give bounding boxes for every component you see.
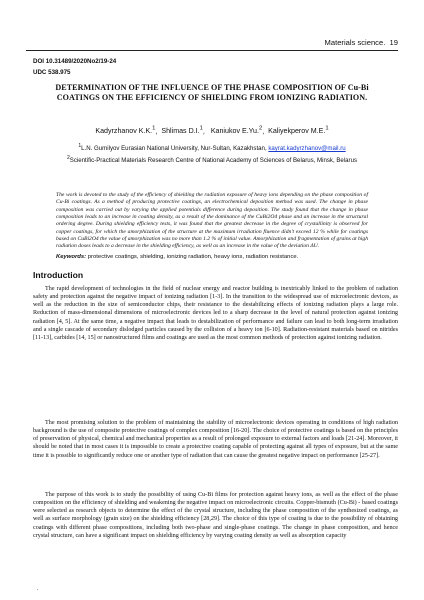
email-link[interactable]: kayrat.kadyrzhanov@mail.ru	[268, 145, 346, 153]
author: Kaniukov E.Yu.$^2$	[210, 126, 263, 136]
running-header	[26, 38, 398, 50]
abstract: The work is devoted to the study of the efficiency of shielding the radiation exposure of heavy ions depending on the phase composition of Cu-Bi coatings. As a method of producing protective coatings, an electrochemical deposition method was used. The change in phase composition was carried out by varying the applied potentials difference during deposition. The study found that the change in phase composition leads to an increase in coating density, as a result of the dominance of the CuBi2O4 phase and an increase in the structural ordering degree. During shielding efficiency tests, it was found that the greatest decrease in the degree of crystallinity is observed for copper coatings, for which the amorphization of the structure at the maximum irradiation fluence didn't exceed 12 % while for coatings based on CuBi2O4 the value of amorphization was no more than 1.2 % of initial value. Amorphization and fragmentation of grains at high radiation doses leads to a decrease in the shielding efficiency, as well as an increase in the value of the deviation ΔU.	[56, 192, 368, 250]
affiliation-2: $^2$Scientific-Practical Materials Research Centre of National Academy of Sciences of Belarus, Minsk, Belarus	[66, 154, 358, 164]
identifiers	[33, 57, 116, 78]
footer-mark: .	[37, 586, 39, 592]
keywords-text: protective coatings, shielding, ionizing radiation, heavy ions, radiation resistance.	[87, 254, 299, 260]
paper-title: DETERMINATION OF THE INFLUENCE OF THE PHASE COMPOSITION OF Cu-Bi COATINGS ON THE EFFICIENCY OF SHIELDING FROM IONIZING RADIATION.	[55, 83, 369, 103]
journal-title: Materials science.	[324, 38, 386, 47]
doi: DOI 10.31489/2020No2/19-24	[33, 58, 117, 65]
body-paragraph: The rapid development of technologies in the field of nuclear energy and reactor building is inextricably linked to the problem of radiation safety and protection against the negative impact of ionizing radiation [1-3]. In the transition to the widespread use of microelectronic devices, as well as the reduction in the size of semiconductor chips, their resistance to the destabilizing effects of ionizing radiation plays a large role. Reduction of mass-dimensional dimensions of microelectronic devices led to a sharp decrease in the level of natural protection against ionizing radiation [4, 5]. At the same time, a negative impact that leads to destabilization of performance and failure can lead to both long-term irradiation and a single cascade of secondary dislodged particles caused by the collision of a heavy ion [6-10]. Radiation-resistant materials based on nitrides [11-13], carbides [14, 15] or nanostructured films and coatings are used as the most common methods of protection against ionizing radiation.	[33, 286, 398, 341]
udc: UDC 538.975	[33, 68, 71, 76]
page-number: 19	[389, 38, 398, 47]
header-rule	[26, 50, 398, 51]
body-paragraph: The purpose of this work is to study the possibility of using Cu-Bi films for protection against heavy ions, as well as the effect of the phase composition on the efficiency of shielding and weakening the negative impact on microelectronic circuits. Copper-bismuth (Cu-Bi) - based coatings were selected as research objects to determine the effect of the crystal structure, including the phase composition of the synthesized coatings, as well as surface morphology (grain size) on the shielding efficiency [28,29]. The choice of this type of coating is due to the possibility of obtaining coatings with different phase compositions, including both two-phase and single-phase coatings. The change in phase composition, and hence crystal structure, can have a significant impact on shielding efficiency by varying coating density as well as absorption capacity	[33, 492, 398, 539]
affiliations	[38, 142, 386, 165]
author: Kadyrzhanov K.K.$^1$	[95, 126, 156, 136]
section-heading: Introduction	[33, 270, 84, 280]
affiliation-1: $^1$L.N. Gumilyov Eurasian National University, Nur-Sultan, Kazakhstan, kayrat.kadyrzhanov@mail.ru	[78, 143, 346, 153]
author: Shlimas D.I.$^1$	[161, 126, 203, 136]
author: Kaliyekperov M.E.$^1$	[268, 126, 329, 136]
body-paragraph: The most promising solution to the problem of maintaining the stability of microelectronic devices operating in conditions of high radiation background is the use of composite protective coatings of complex composition [16-20]. The choice of protective coatings is based on the principles of preservation of physical, chemical and mechanical properties as a result of prolonged exposure to external factors and loads [21-24]. Moreover, it should be noted that in most cases it is impossible to create a protective coating capable of protecting against all types of exposure, but at the same time it is possible to significantly reduce one or another type of radiation that can cause the greatest negative impact on performance [25-27].	[33, 420, 398, 459]
keywords	[56, 254, 384, 260]
journal-name	[325, 38, 398, 47]
keywords-label: Keywords:	[56, 254, 87, 260]
author-list: Kadyrzhanov K.K.$^1$, Shlimas D.I.$^1$, Kaniukov E.Yu.$^2$, Kaliyekperov M.E.$^1$	[95, 126, 329, 136]
